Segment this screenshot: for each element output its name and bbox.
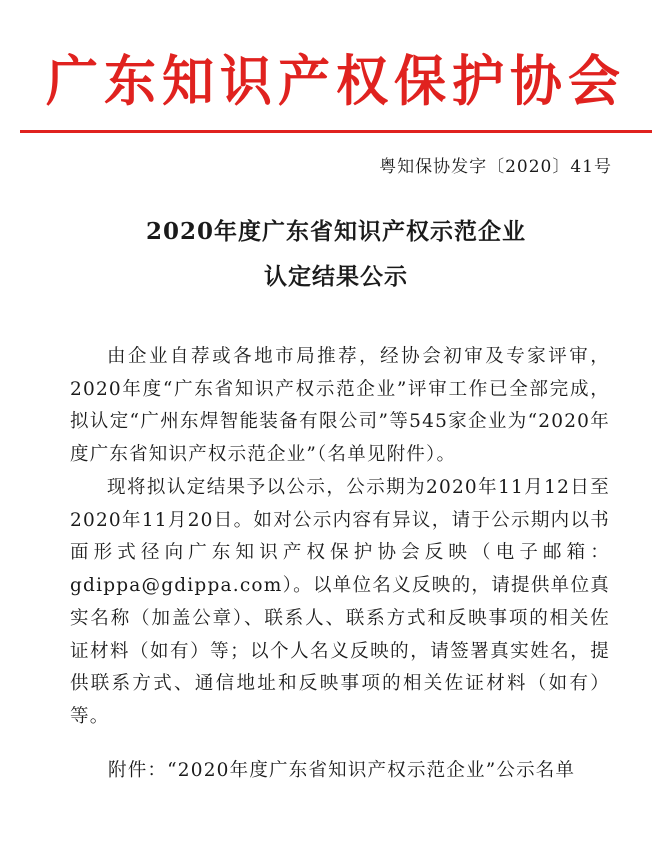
organization-header: 广东知识产权保护协会 <box>45 49 626 114</box>
document-title-line-2: 认定结果公示 <box>264 263 408 290</box>
document-title-line-1: 2020年度广东省知识产权示范企业 <box>145 218 526 245</box>
body-paragraph-1: 由企业自荐或各地市局推荐，经协会初审及专家评审，2020年度“广东省知识产权示范企业”评审工作已全部完成，拟认定“广州东焊智能装备有限公司”等545家企业为“2020年度广东省知识产权示范企业”（名单见附件）。 <box>70 346 610 466</box>
body-paragraph-2: 现将拟认定结果予以公示，公示期为2020年11月12日至2020年11月20日。如对公示内容有异议，请于公示期内以书面形式径向广东知识产权保护协会反映（电子邮箱：gdippa@gdippa.com）。以单位名义反映的，请提供单位真实名称（加盖公章）、联系人、联系方式和反映事项的相关佐证材料（如有）等；以个人名义反映的，请签署真实姓名，提供联系方式、通信地址和反映事项的相关佐证材料（如有）等。 <box>70 477 610 727</box>
header-red-rule <box>20 130 652 133</box>
attachment-line: 附件：“2020年度广东省知识产权示范企业”公示名单 <box>108 760 576 781</box>
document-number: 粤知保协发字〔2020〕41号 <box>379 157 612 177</box>
